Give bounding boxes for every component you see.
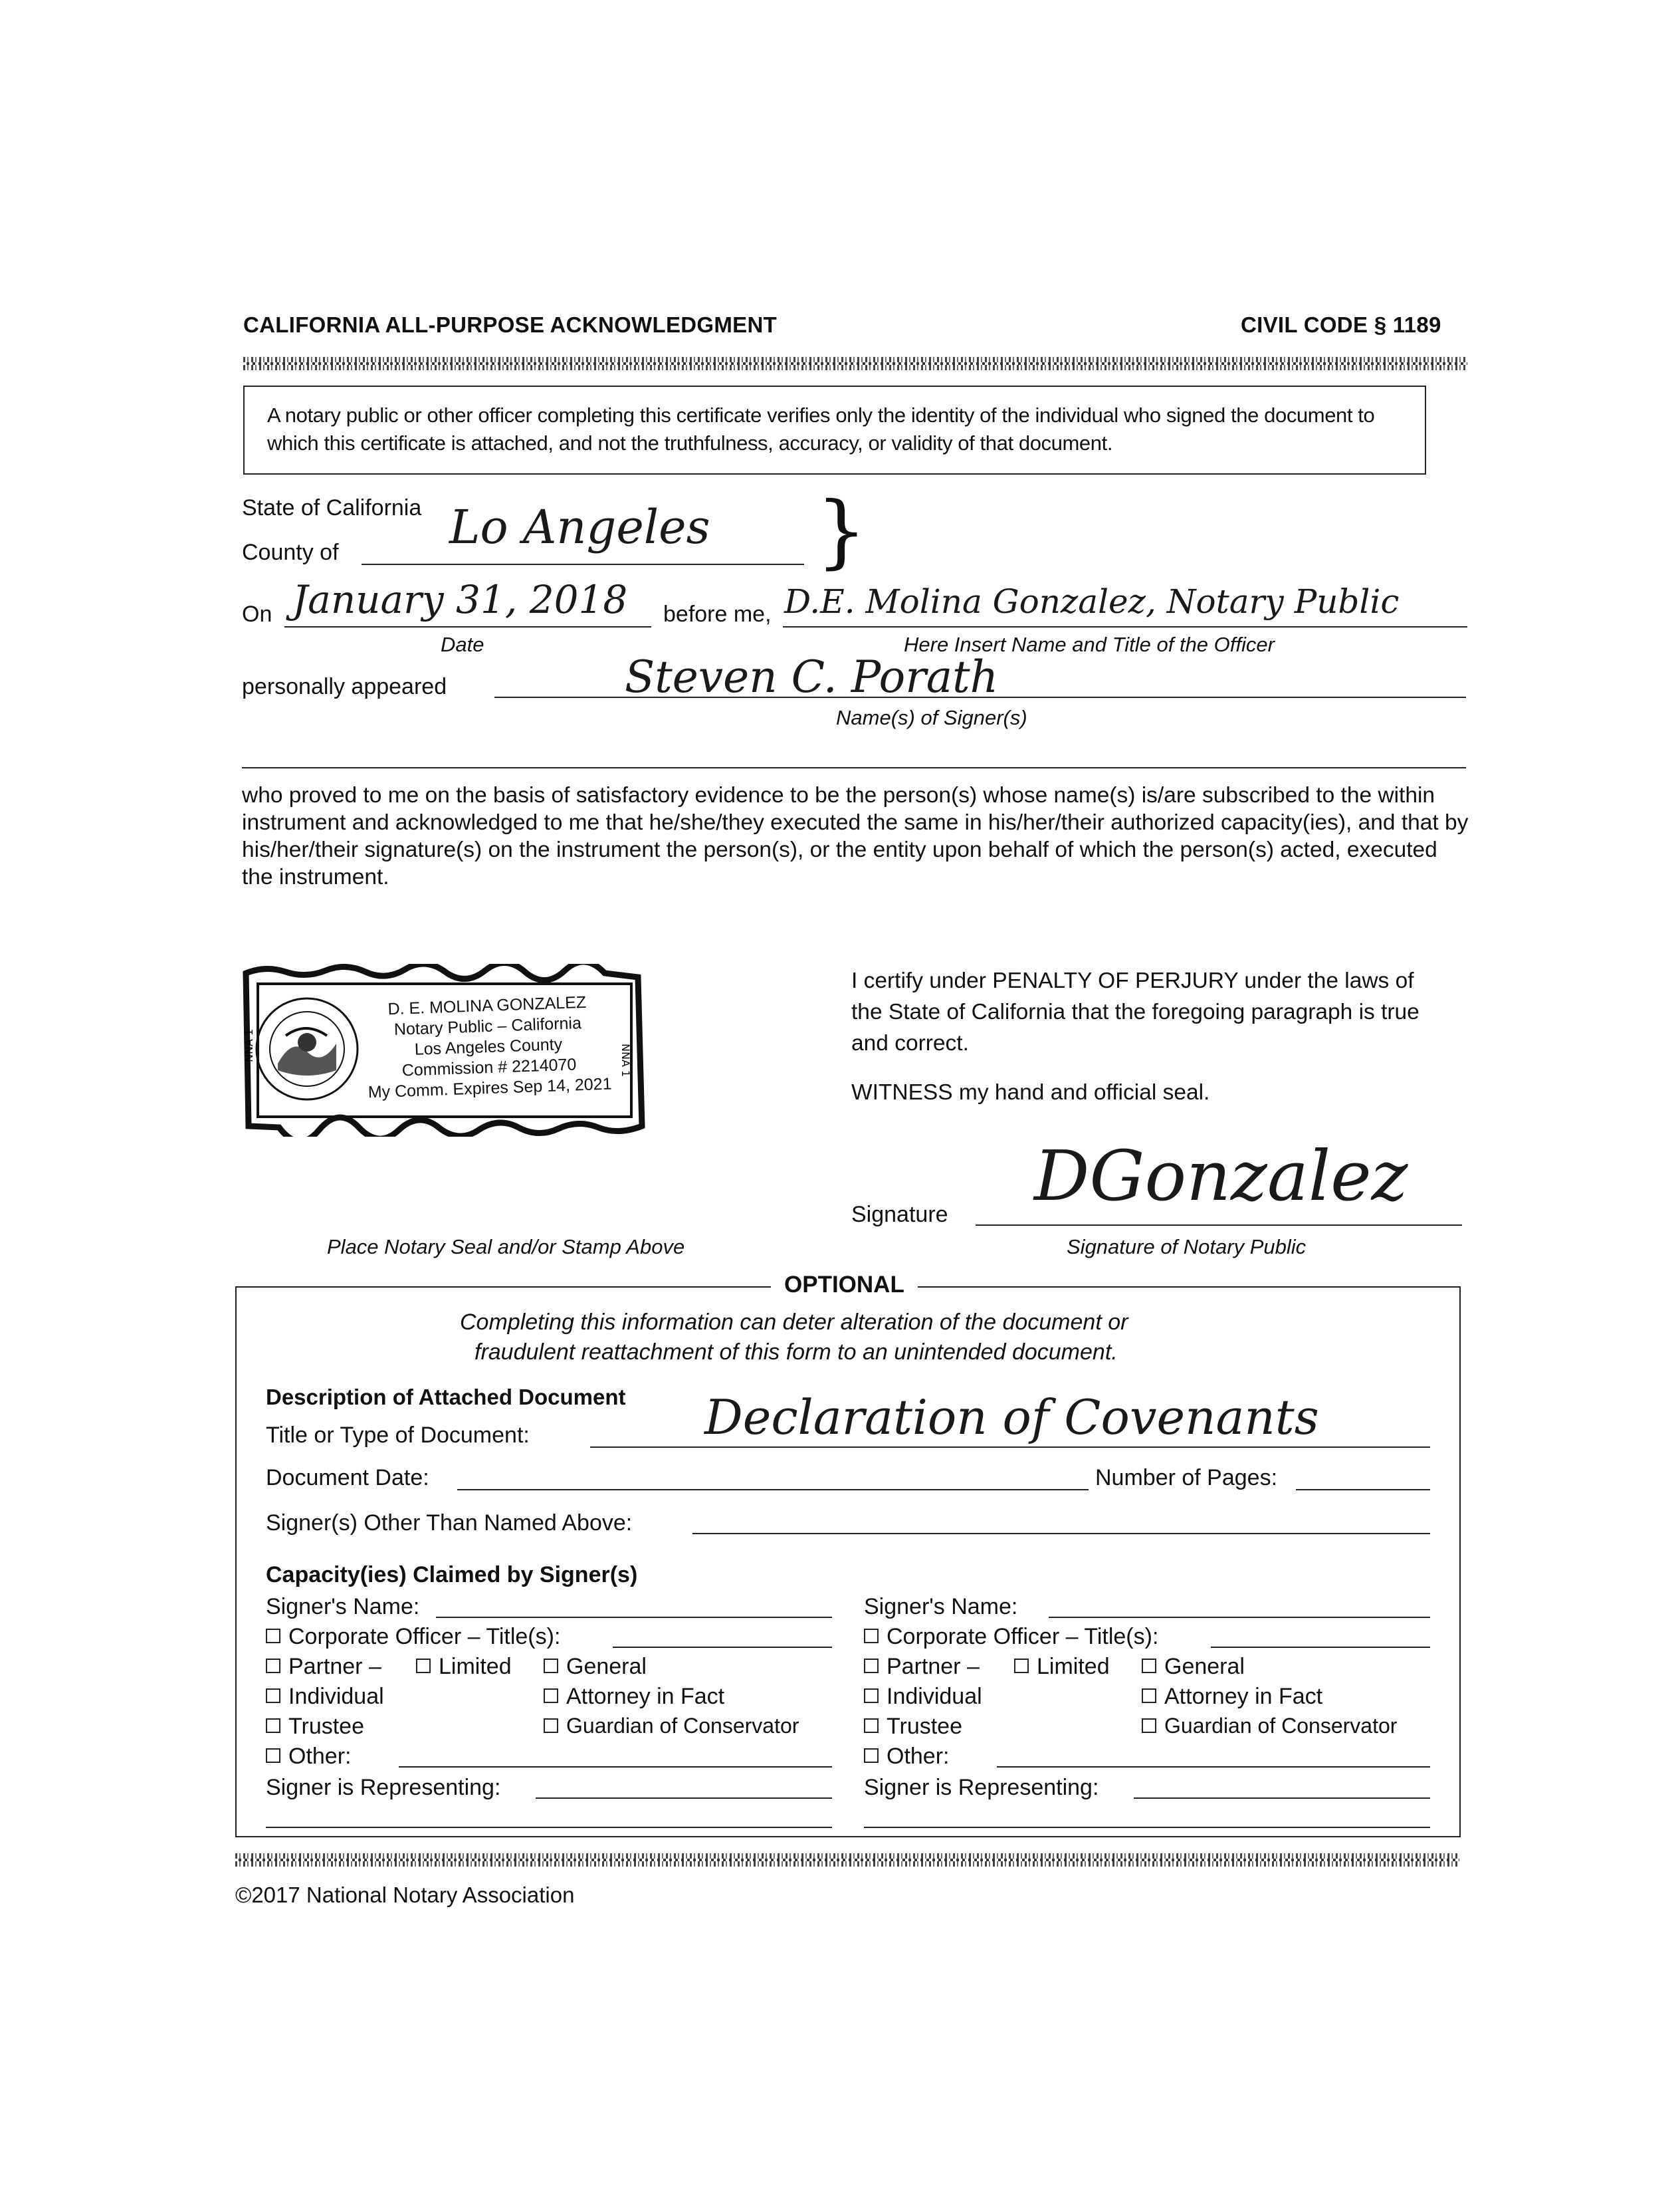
attorney-label: Attorney in Fact xyxy=(1164,1684,1323,1709)
signer1-general[interactable] xyxy=(544,1654,647,1680)
signer2-general[interactable] xyxy=(1142,1654,1245,1680)
perjury-statement: I certify under PENALTY OF PERJURY under the laws of the State of California that the foregoing paragraph is true and correct. xyxy=(851,969,1419,1056)
signer2-individual[interactable] xyxy=(864,1684,982,1710)
signer1-representing-line xyxy=(536,1797,832,1799)
state-label: State of California xyxy=(242,495,422,520)
notice-text: A notary public or other officer completing this certificate verifies only the identity of the individual who signed the document to which this certificate is attached, and not the truthfulness, accuracy, or validity of that document. xyxy=(267,403,1375,455)
officer-value[interactable]: D.E. Molina Gonzalez, Notary Public xyxy=(784,582,1400,621)
doc-title-label: Title or Type of Document: xyxy=(266,1423,530,1448)
stamp-text xyxy=(350,991,626,1103)
checkbox[interactable] xyxy=(544,1659,558,1673)
svg-text:NNA 1: NNA 1 xyxy=(243,1028,255,1062)
form-title: CALIFORNIA ALL-PURPOSE ACKNOWLEDGMENT xyxy=(243,312,778,337)
signer2-other[interactable] xyxy=(864,1744,949,1770)
signer-caption: Name(s) of Signer(s) xyxy=(836,706,1027,729)
signature-line xyxy=(976,1224,1462,1226)
checkbox[interactable] xyxy=(864,1688,879,1703)
signer2-name-line xyxy=(1049,1617,1430,1618)
doc-title-line xyxy=(590,1446,1430,1448)
signer1-name-label: Signer's Name: xyxy=(266,1594,420,1619)
general-label: General xyxy=(566,1654,647,1679)
signer1-other-line xyxy=(399,1766,832,1768)
checkbox[interactable] xyxy=(266,1748,280,1763)
county-line xyxy=(362,564,804,565)
checkbox[interactable] xyxy=(1142,1718,1156,1733)
signer2-partner[interactable] xyxy=(864,1654,980,1680)
signer1-individual[interactable] xyxy=(266,1684,384,1710)
stamp-commission: Commission # 2214070 xyxy=(401,1055,577,1080)
signer1-other[interactable] xyxy=(266,1744,351,1770)
seal-caption: Place Notary Seal and/or Stamp Above xyxy=(327,1235,685,1258)
checkbox[interactable] xyxy=(1142,1688,1156,1703)
date-line xyxy=(284,626,651,628)
checkbox[interactable] xyxy=(266,1659,280,1673)
checkbox[interactable] xyxy=(266,1688,280,1703)
checkbox[interactable] xyxy=(266,1718,280,1733)
signer2-trustee[interactable] xyxy=(864,1714,962,1740)
notary-stamp xyxy=(239,964,650,1137)
county-label: County of xyxy=(242,540,339,565)
trustee-label: Trustee xyxy=(887,1714,963,1739)
notice-box xyxy=(243,386,1426,475)
guardian-label: Guardian of Conservator xyxy=(566,1714,799,1738)
officer-caption: Here Insert Name and Title of the Officer xyxy=(904,633,1275,656)
checkbox[interactable] xyxy=(864,1718,879,1733)
partner-label: Partner – xyxy=(288,1654,381,1679)
signer1-limited[interactable] xyxy=(416,1654,512,1680)
attorney-label: Attorney in Fact xyxy=(566,1684,725,1709)
checkbox[interactable] xyxy=(864,1629,879,1643)
checkbox[interactable] xyxy=(266,1629,280,1643)
stamp-expires: My Comm. Expires Sep 14, 2021 xyxy=(368,1074,612,1102)
signer2-representing: Signer is Representing: xyxy=(864,1775,1099,1800)
date-caption: Date xyxy=(441,633,484,656)
corporate-label: Corporate Officer – Title(s): xyxy=(288,1624,561,1649)
checkbox[interactable] xyxy=(544,1688,558,1703)
individual-label: Individual xyxy=(887,1684,982,1709)
county-value[interactable]: Lo Angeles xyxy=(449,500,710,554)
stamp-name: D. E. MOLINA GONZALEZ xyxy=(387,992,587,1019)
notary-signature[interactable]: DGonzalez xyxy=(1034,1135,1408,1216)
pages-line xyxy=(1296,1489,1430,1490)
svg-text:NNA 1: NNA 1 xyxy=(619,1044,632,1078)
signer2-other-line xyxy=(997,1766,1430,1768)
personally-appeared-label: personally appeared xyxy=(242,674,447,699)
footer-copyright: ©2017 National Notary Association xyxy=(235,1883,575,1907)
other-signers-line xyxy=(692,1533,1430,1534)
on-label: On xyxy=(242,602,272,627)
signer2-corporate[interactable] xyxy=(864,1624,1158,1650)
venue-brace: } xyxy=(816,485,867,578)
doc-date-label: Document Date: xyxy=(266,1465,429,1490)
decorative-border-bottom xyxy=(235,1853,1459,1867)
checkbox[interactable] xyxy=(544,1718,558,1733)
officer-line xyxy=(783,626,1467,628)
signer-value[interactable]: Steven C. Porath xyxy=(625,651,999,703)
signer1-representing: Signer is Representing: xyxy=(266,1775,501,1800)
signer1-name-line xyxy=(436,1617,832,1618)
limited-label: Limited xyxy=(1037,1654,1110,1679)
stamp-title: Notary Public – California xyxy=(393,1014,582,1039)
stamp-county: Los Angeles County xyxy=(414,1035,563,1059)
signer1-partner[interactable] xyxy=(266,1654,381,1680)
corporate-label: Corporate Officer – Title(s): xyxy=(887,1624,1159,1649)
proved-paragraph: who proved to me on the basis of satisfactory evidence to be the person(s) whose name(s) is/are subscribed to the within instrument and acknowledged to me that he/she/they executed the same in his/her/their authorized capacity(ies), and that by his/her/their signature(s) on the instrument the person(s), or the entity upon behalf of which the person(s) acted, executed the instrument. xyxy=(242,783,1469,889)
civil-code: CIVIL CODE § 1189 xyxy=(1241,312,1441,337)
individual-label: Individual xyxy=(288,1684,384,1709)
signer2-limited[interactable] xyxy=(1014,1654,1110,1680)
checkbox[interactable] xyxy=(1142,1659,1156,1673)
guardian-label: Guardian of Conservator xyxy=(1164,1714,1398,1738)
optional-title: OPTIONAL xyxy=(771,1272,918,1298)
signer2-guardian[interactable] xyxy=(1142,1714,1397,1738)
checkbox[interactable] xyxy=(416,1659,431,1673)
signer-line-2 xyxy=(242,767,1466,768)
signer1-corporate-line xyxy=(613,1647,832,1648)
signer2-corporate-line xyxy=(1211,1647,1430,1648)
doc-title-value[interactable]: Declaration of Covenants xyxy=(704,1389,1319,1445)
doc-date-line xyxy=(457,1489,1089,1490)
signer1-guardian[interactable] xyxy=(544,1714,799,1738)
decorative-border-top xyxy=(243,357,1467,370)
limited-label: Limited xyxy=(439,1654,512,1679)
trustee-label: Trustee xyxy=(288,1714,365,1739)
signature-label: Signature xyxy=(851,1202,948,1227)
signer2-representing-line-2 xyxy=(864,1827,1430,1828)
signer1-trustee[interactable] xyxy=(266,1714,364,1740)
signer1-attorney[interactable] xyxy=(544,1684,724,1710)
signer1-corporate[interactable] xyxy=(266,1624,560,1650)
other-label: Other: xyxy=(288,1744,352,1769)
signer1-representing-line-2 xyxy=(266,1827,832,1828)
signer2-name-label: Signer's Name: xyxy=(864,1594,1018,1619)
general-label: General xyxy=(1164,1654,1245,1679)
witness-statement: WITNESS my hand and official seal. xyxy=(851,1080,1210,1105)
signer2-attorney[interactable] xyxy=(1142,1684,1322,1710)
signer2-representing-line xyxy=(1134,1797,1430,1799)
other-label: Other: xyxy=(887,1744,950,1769)
checkbox[interactable] xyxy=(864,1748,879,1763)
signature-caption: Signature of Notary Public xyxy=(1067,1235,1307,1258)
pages-label: Number of Pages: xyxy=(1095,1465,1278,1490)
checkbox[interactable] xyxy=(864,1659,879,1673)
date-value[interactable]: January 31, 2018 xyxy=(292,577,628,622)
partner-label: Partner – xyxy=(887,1654,980,1679)
optional-intro-2: fraudulent reattachment of this form to an unintended document. xyxy=(474,1339,1118,1365)
capacity-heading: Capacity(ies) Claimed by Signer(s) xyxy=(266,1562,638,1587)
before-me-label: before me, xyxy=(663,602,772,627)
description-heading: Description of Attached Document xyxy=(266,1385,626,1409)
checkbox[interactable] xyxy=(1014,1659,1029,1673)
other-signers-label: Signer(s) Other Than Named Above: xyxy=(266,1510,633,1536)
optional-intro-1: Completing this information can deter alteration of the document or xyxy=(460,1310,1128,1335)
